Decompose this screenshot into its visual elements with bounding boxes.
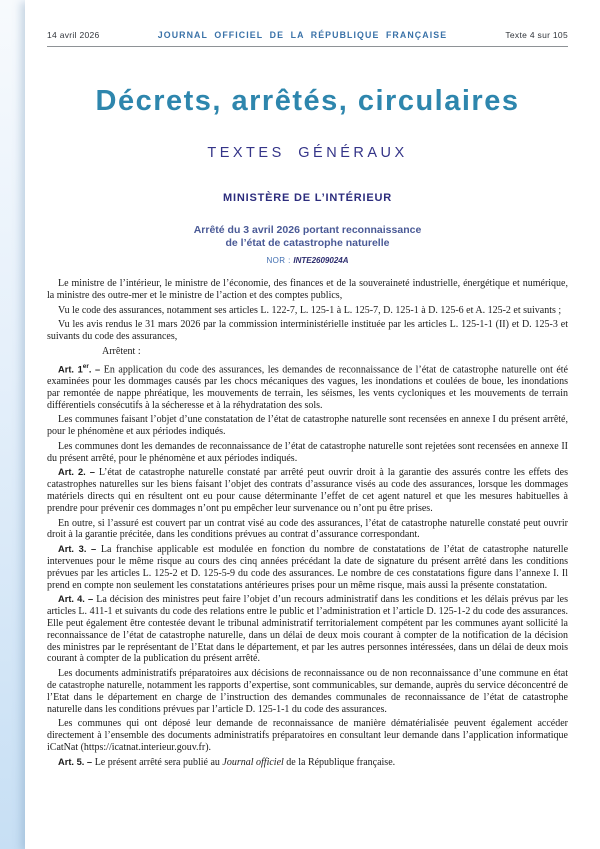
article-5-paragraph: [47, 757, 568, 769]
decree-title-line1: Arrêté du 3 avril 2026 portant reconnaissance: [193, 224, 422, 236]
article-3-label-sep: . –: [83, 544, 101, 555]
article-1-label: Art. 1: [58, 364, 83, 375]
article-3-label: Art. 3: [58, 544, 84, 555]
nor-label: NOR :: [266, 256, 294, 265]
header-rule: [47, 46, 568, 47]
article-4-paragraph-3: Les communes qui ont déposé leur demande de reconnaissance de manière dématérialisée peuvent également accéder directement à l’ensemble des documents administratifs préparatoires en consultant leur demande dans l’application informatique iCatNat (https://icatnat.interieur.gouv.fr).: [47, 718, 568, 754]
journal-title: JOURNAL OFFICIEL DE LA RÉPUBLIQUE FRANÇAISE: [157, 30, 448, 40]
article-5-text-post: de la République française.: [283, 756, 396, 768]
decree-title: [47, 224, 568, 249]
article-2-paragraph-2: En outre, si l’assuré est couvert par un contrat visé au code des assurances, l’état de catastrophe naturelle constaté peut ouvrir droit à la garantie précitée, dans les conditions prévues au contrat d’assurance correspondant.: [47, 517, 568, 541]
nor-line: [47, 256, 568, 265]
article-4-label-sep: . –: [82, 594, 97, 605]
article-4-paragraph-2: Les documents administratifs préparatoires aux décisions de reconnaissance ou de non reconnaissance d’une commune en état de catastrophe naturelle, notamment les rapports d’expertise, sont communicables, sur demande, auprès du service déconcentré de l’Etat dans le département en charge de l’instruction des demandes communales de reconnaissance de l’état de catastrophe naturelle dans les conditions prévues par l’article D. 125-1-1 du code des assurances.: [47, 668, 568, 715]
article-2-label-sep: . –: [83, 467, 99, 478]
article-5-label: Art. 5: [58, 756, 82, 767]
article-2-label: Art. 2: [58, 467, 84, 478]
article-1-paragraph-2: Les communes faisant l’objet d’une constatation de l’état de catastrophe naturelle sont recensées en annexe I du présent arrêté, pour le phénomène et aux périodes indiqués.: [47, 414, 568, 438]
decree-title-line2: de l’état de catastrophe naturelle: [225, 236, 390, 249]
document-main-title: Décrets, arrêtés, circulaires: [95, 85, 520, 117]
article-2-paragraph: [47, 467, 568, 514]
article-5-text-pre: Le présent arrêté sera publié au: [94, 756, 223, 768]
ministry-heading: MINISTÈRE DE L’INTÉRIEUR: [223, 192, 392, 204]
header-text-ref: Texte 4 sur 105: [505, 30, 568, 40]
preamble-paragraph-3: Vu les avis rendus le 31 mars 2026 par la commission interministérielle instituée par les articles L. 125-1-1 (II) et D. 125-3 et suivants du code des assurances,: [47, 319, 568, 343]
page-inner: [25, 0, 600, 769]
enacting-formula: Arrêtent :: [102, 345, 141, 357]
preamble-paragraph-1: Le ministre de l’intérieur, le ministre de l’économie, des finances et de la souveraineté industrielle, énergétique et numérique, la ministre des outre-mer et le ministre de l’action et des comptes publics,: [47, 278, 568, 301]
article-4-label: Art. 4: [58, 594, 83, 605]
article-5-journal-officiel: Journal officiel: [222, 756, 284, 768]
article-3-text: La franchise applicable est modulée en fonction du nombre de constatations de l’état de catastrophe naturelle intervenues pour le même risque au cours des cinq années précédant la date de signature du présent arrêté dans les conditions prévues par les articles L. 125-2 et D. 125-5-9 du code des assurances. Le nombre de ces constatations figure dans l’annexe I. Il prend en compte non seulement les constatations antérieures prises pour un même risque, mais aussi la présente constatation.: [47, 544, 569, 591]
article-1-label-sep: . –: [88, 364, 104, 375]
article-4-paragraph: [47, 594, 568, 665]
article-1-text: En application du code des assurances, les demandes de reconnaissance de l’état de catastrophe naturelle ont été examinées pour les dommages causés par les chocs mécaniques des vagues, les inondations et coulées de boue, les inondations par remontée de nappe phréatique, les mouvements de terrain, les séismes, les vents cycloniques et les mouvements de terrain différentiels consécutifs à la sécheresse et à la réhydratation des sols.: [47, 364, 568, 411]
article-3-paragraph: [47, 544, 568, 591]
article-2-text: L’état de catastrophe naturelle constaté par arrêté peut ouvrir droit à la garantie des assurés contre les effets des catastrophes naturelles sur les biens faisant l’objet des contrats d’assurance visés au code des assurances, lorsque les dommages matériels directs qui en résultent ont eu pour cause déterminante l’effet de cet agent naturel et que les mesures habituelles à prendre pour prévenir ces dommages n’ont pu empêcher leur survenance ou n’ont pu être prises.: [47, 467, 568, 514]
preamble-paragraph-2: Vu le code des assurances, notamment ses articles L. 122-7, L. 125-1 à L. 125-7, D. 125-1 à D. 125-6 et A. 125-2 et suivants ;: [58, 304, 562, 316]
article-1-paragraph: [47, 361, 568, 412]
article-5-label-sep: . –: [81, 756, 95, 767]
header-date: 14 avril 2026: [47, 30, 100, 40]
document-body: [47, 278, 568, 769]
article-1-paragraph-3: Les communes dont les demandes de reconnaissance de l’état de catastrophe naturelle sont rejetées sont recensées en annexe II du présent arrêté, pour le phénomène et aux périodes indiqués.: [47, 440, 568, 464]
journal-page: [25, 0, 600, 849]
running-header: [47, 30, 568, 40]
nor-code: INTE2609024A: [293, 256, 349, 265]
section-title: TEXTES GÉNÉRAUX: [207, 145, 408, 161]
article-4-text: La décision des ministres peut faire l’objet d’un recours administratif dans les conditions et les délais prévus par les articles L. 411-1 et suivants du code des relations entre le public et l’administration et l’article D. 125-1-2 du code des assurances. Elle peut également être contestée devant le tribunal administratif territorialement compétent par les communes ayant sollicité la reconnaissance de l’état de catastrophe naturelle, dans un délai de deux mois courant à compter de la notification de la décision des ministres par le représentant de l’Etat dans le département, et par les autres personnes intéressées, dans un délai de deux mois courant à compter de la publication du présent arrêté.: [47, 594, 569, 665]
article-1-label-sup: er: [82, 362, 89, 370]
